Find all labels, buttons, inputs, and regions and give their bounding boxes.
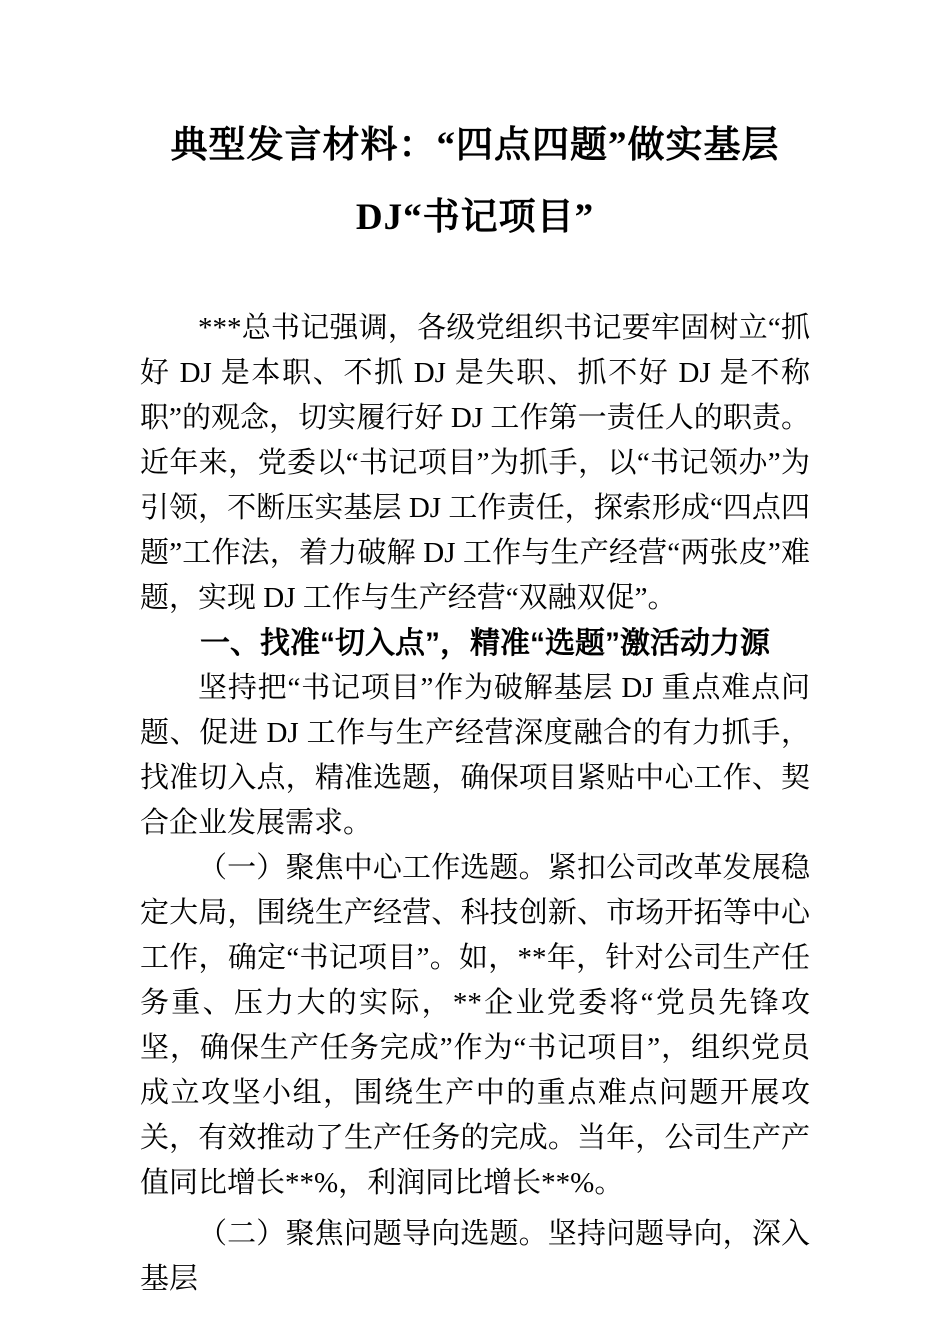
paragraph-section1-lead: 坚持把“书记项目”作为破解基层 DJ 重点难点问题、促进 DJ 工作与生产经营深度融合的有力抓手，找准切入点，精准选题，确保项目紧贴中心工作、契合企业发展需求。	[140, 672, 810, 839]
document-title-line-1: 典型发言材料：“四点四题”做实基层	[170, 125, 780, 166]
paragraph-intro: ***总书记强调，各级党组织书记要牢固树立“抓好 DJ 是本职、不抓 DJ 是失职、抓不好 DJ 是不称职”的观念，切实履行好 DJ 工作第一责任人的职责。近年来，党委以“书记项目”为抓手，以“书记领办”为引领，不断压实基层 DJ 工作责任，探索形成“四点四题”工作法，着力破解 DJ 工作与生产经营“两张皮”难题，实现 DJ 工作与生产经营“双融双促”。	[140, 312, 810, 614]
document-title	[140, 110, 810, 254]
paragraph-item-2: （二）聚焦问题导向选题。坚持问题导向，深入基层	[140, 1218, 810, 1295]
paragraph-item-1: （一）聚焦中心工作选题。紧扣公司改革发展稳定大局，围绕生产经营、科技创新、市场开拓等中心工作，确定“书记项目”。如，**年，针对公司生产任务重、压力大的实际，**企业党委将“党员先锋攻坚，确保生产任务完成”作为“书记项目”，组织党员成立攻坚小组，围绕生产中的重点难点问题开展攻关，有效推动了生产任务的完成。当年，公司生产产值同比增长**%，利润同比增长**%。	[140, 852, 810, 1199]
document-title-line-2: DJ“书记项目”	[355, 197, 595, 238]
document-body	[140, 306, 810, 1302]
section-heading-1: 一、找准“切入点”，精准“选题”激活动力源	[200, 627, 770, 660]
